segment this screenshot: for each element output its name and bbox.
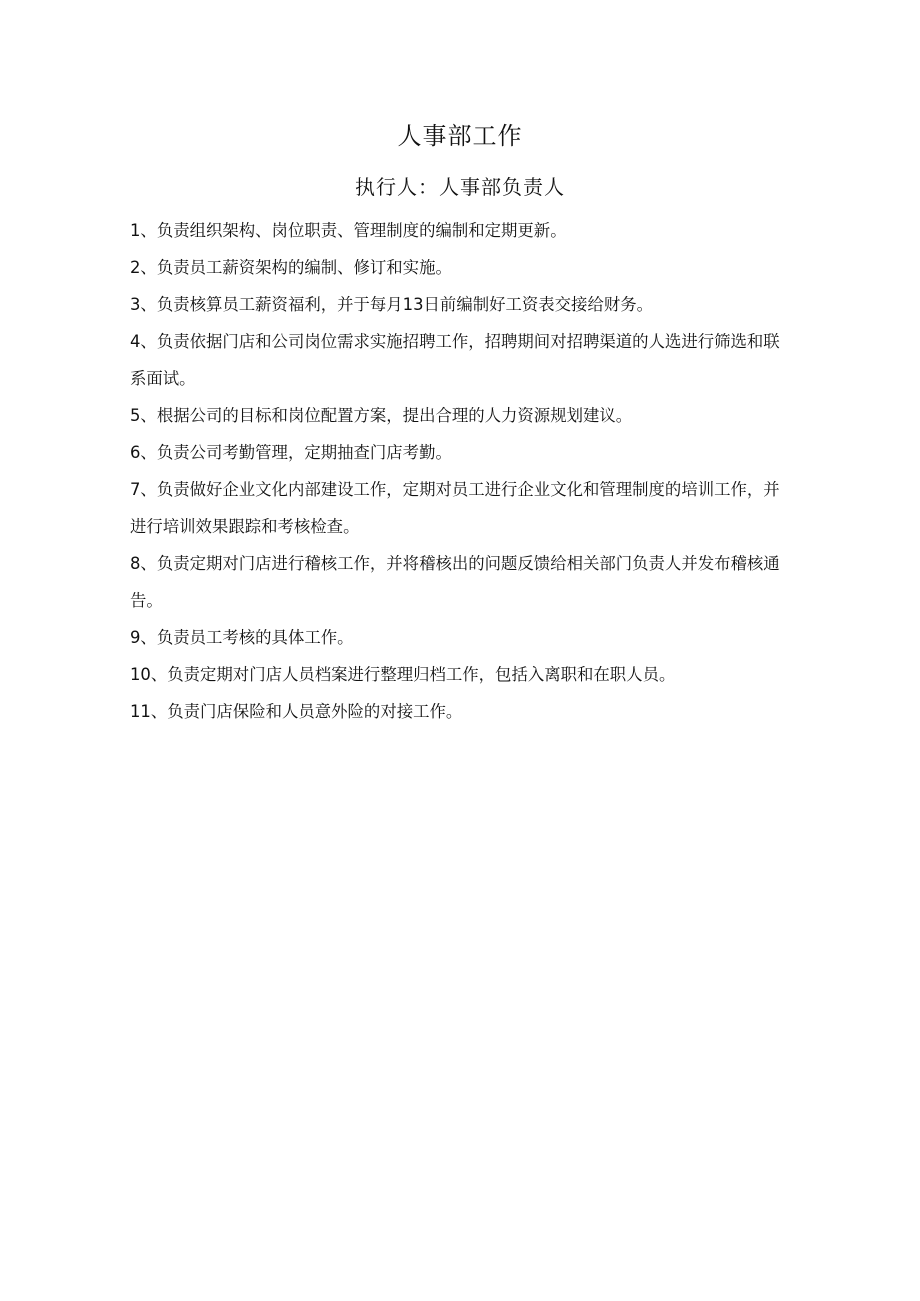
list-item: 4、负责依据门店和公司岗位需求实施招聘工作，招聘期间对招聘渠道的人选进行筛选和联系面试。	[130, 332, 780, 388]
list-item: 2、负责员工薪资架构的编制、修订和实施。	[130, 258, 452, 277]
list-item: 3、负责核算员工薪资福利，并于每月13日前编制好工资表交接给财务。	[130, 295, 654, 314]
list-item: 7、负责做好企业文化内部建设工作，定期对员工进行企业文化和管理制度的培训工作，并进行培训效果跟踪和考核检查。	[130, 480, 780, 536]
document-subtitle: 执行人：人事部负责人	[355, 175, 565, 199]
list-item: 11、负责门店保险和人员意外险的对接工作。	[130, 702, 463, 721]
list-item: 9、负责员工考核的具体工作。	[130, 628, 354, 647]
list-item: 5、根据公司的目标和岗位配置方案，提出合理的人力资源规划建议。	[130, 406, 633, 425]
list-item: 1、负责组织架构、岗位职责、管理制度的编制和定期更新。	[130, 221, 567, 240]
list-item: 8、负责定期对门店进行稽核工作，并将稽核出的问题反馈给相关部门负责人并发布稽核通告。	[130, 554, 780, 610]
document-title: 人事部工作	[397, 122, 523, 150]
list-item: 10、负责定期对门店人员档案进行整理归档工作，包括入离职和在职人员。	[130, 665, 676, 684]
list-item: 6、负责公司考勤管理，定期抽查门店考勤。	[130, 443, 452, 462]
duties-list	[130, 212, 795, 730]
